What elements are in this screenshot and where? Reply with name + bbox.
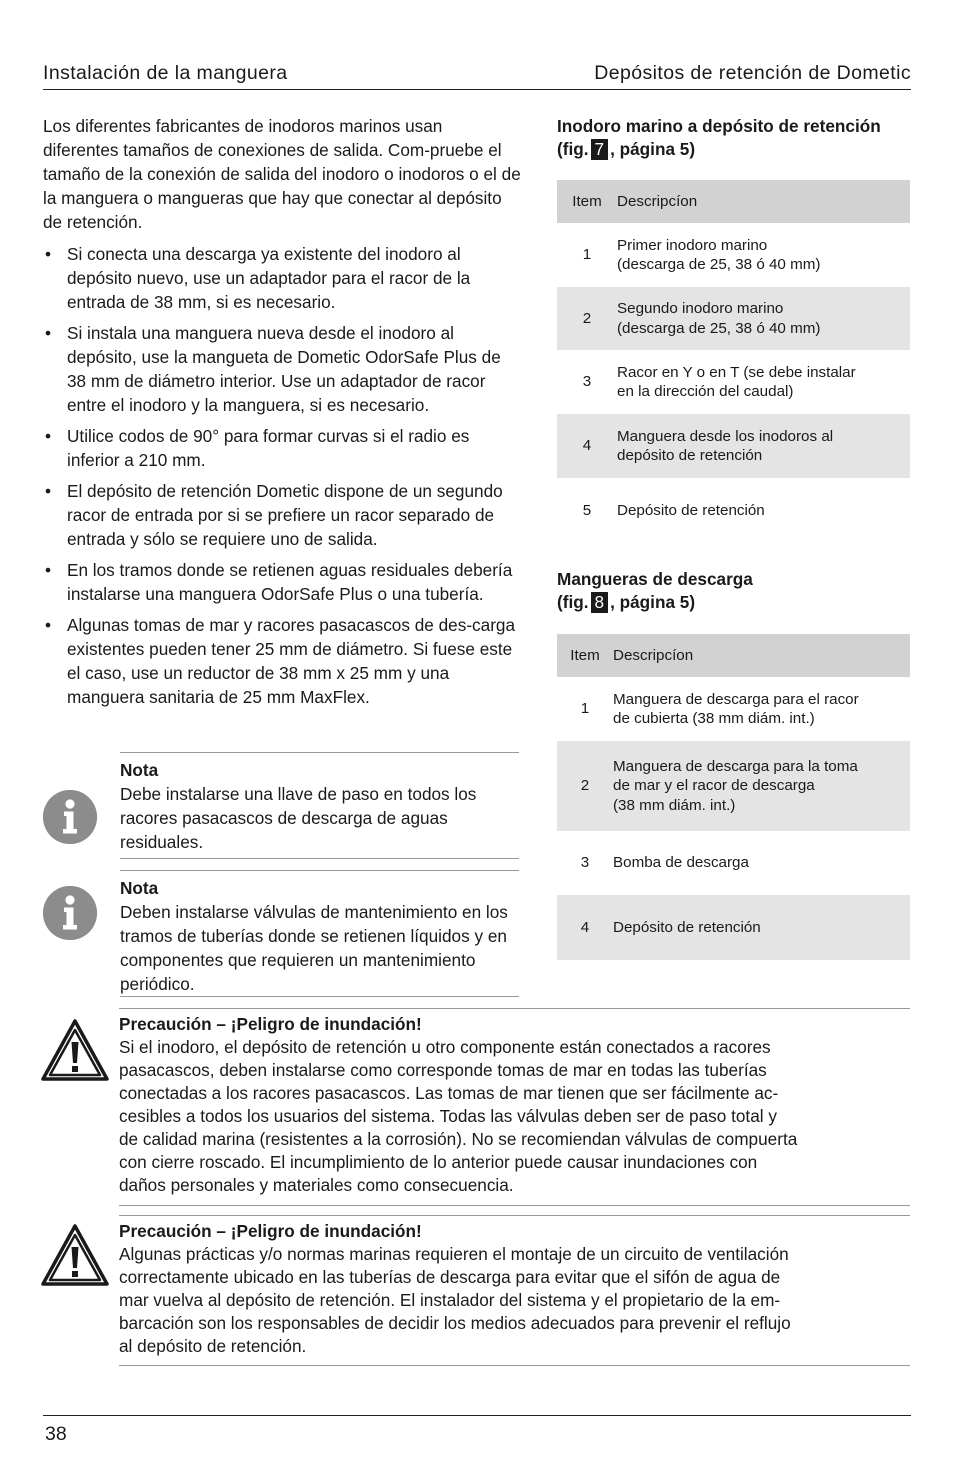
bullet-item: • Si instala una manguera nueva desde el inodoro al depósito, use la mangueta de Dometic OdorSafe Plus de 38 mm de diámetro interior. Use un adaptador de racor entre el inodoro y la manguera, si es necesario. <box>43 321 521 417</box>
divider <box>119 1205 910 1206</box>
warning-box <box>40 1215 910 1367</box>
bullet-item: • En los tramos donde se retienen aguas residuales debería instalarse una manguera OdorSafe Plus o una tubería. <box>43 558 521 606</box>
divider <box>120 870 519 871</box>
page-number: 38 <box>45 1423 67 1445</box>
column-header-item: Item <box>557 180 617 223</box>
description-line: Depósito de retención <box>613 918 761 936</box>
info-icon <box>43 790 97 844</box>
note-body <box>120 758 519 854</box>
table-2-title <box>557 568 910 614</box>
warning-text-line: pasacascos, deben instalarse como corresponde tomas de mar en todas las tuberías <box>119 1060 767 1080</box>
table-row <box>557 350 910 414</box>
description-line: (38 mm diám. int.) <box>613 796 736 814</box>
table-2-title-suffix: , página 5) <box>610 592 696 612</box>
cell-description <box>613 831 910 895</box>
section-title-left: Instalación de la manguera <box>43 62 288 84</box>
description-line: Manguera de descarga para la toma <box>613 757 858 775</box>
table-header-row <box>557 180 910 223</box>
cell-item: 2 <box>557 741 613 831</box>
description-line: de mar y el racor de descarga <box>613 777 815 795</box>
cell-description <box>617 223 910 287</box>
table-row <box>557 223 910 287</box>
table-row <box>557 677 910 741</box>
table-row <box>557 287 910 350</box>
table-row <box>557 831 910 895</box>
description-line: (descarga de 25, 38 ó 40 mm) <box>617 256 821 273</box>
cell-item: 4 <box>557 414 617 478</box>
bullet-item: • El depósito de retención Dometic dispone de un segundo racor de entrada por si se prefiere un racor separado de entrada y sólo se requiere uno de salida. <box>43 479 521 551</box>
table-row <box>557 741 910 831</box>
table-2-title-line: Mangueras de descarga <box>557 569 753 589</box>
warning-text-line: daños personales y materiales como consecuencia. <box>119 1175 514 1195</box>
table-row <box>557 478 910 544</box>
bullet-item: • Algunas tomas de mar y racores pasacascos de des-carga existentes pueden tener 25 mm de diámetro. Si fuese este el caso, use un reductor de 38 mm x 25 mm y una manguera sanitaria de 25 mm MaxFlex. <box>43 613 521 709</box>
warning-title: Precaución – ¡Peligro de inundación! <box>119 1221 422 1241</box>
intro-paragraph: Los diferentes fabricantes de inodoros marinos usan diferentes tamaños de conexiones de salida. Com-pruebe el tamaño de la conexión de salida del inodoro o inodoros o el de la manguera o mangueras que hay que conectar al depósito de retención. <box>43 116 521 232</box>
warning-box <box>40 1008 910 1208</box>
column-header-description: Descripcíon <box>617 180 910 223</box>
divider <box>119 1215 910 1216</box>
note-body <box>120 876 519 996</box>
table-1 <box>557 180 910 544</box>
divider <box>120 996 519 997</box>
warning-body <box>119 1013 910 1197</box>
description-line: (descarga de 25, 38 ó 40 mm) <box>617 319 821 337</box>
warning-text-line: con cierre roscado. El incumplimiento de lo anterior puede causar inundaciones con <box>119 1152 758 1172</box>
page-footer <box>43 1415 911 1445</box>
description-line: Depósito de retención <box>617 502 765 520</box>
table-2-title-line <box>557 591 910 614</box>
cell-description <box>613 895 910 960</box>
left-column <box>43 114 521 716</box>
description-line: Racor en Y o en T (se debe instalar <box>617 363 856 381</box>
note-box <box>43 752 519 860</box>
cell-description <box>613 677 910 741</box>
warning-triangle-icon <box>40 1018 110 1082</box>
note-text: Debe instalarse una llave de paso en todos los racores pasacascos de descarga de aguas residuales. <box>120 784 477 852</box>
table-row <box>557 895 910 960</box>
cell-item: 1 <box>582 246 592 264</box>
warning-text-line: Si el inodoro, el depósito de retención u otro componente están conectados a racores <box>119 1037 771 1057</box>
warning-text-line: correctamente ubicado en las tuberías de descarga para evitar que el sifón de agua de <box>119 1267 781 1287</box>
warning-text-line: conectadas a los racores pasacascos. Las tomas de mar tienen que ser fácilmente ac- <box>119 1083 779 1103</box>
warning-body <box>119 1220 910 1358</box>
cell-description <box>617 478 910 544</box>
bullet-list <box>43 242 521 709</box>
note-title: Nota <box>120 760 159 780</box>
divider <box>120 858 519 859</box>
divider <box>119 1365 910 1366</box>
cell-description <box>617 414 910 478</box>
warning-text-line: cesibles a todos los usuarios del sistema. Todas las válvulas deben ser de paso total y <box>119 1106 777 1126</box>
figure-ref: 7 <box>591 139 609 160</box>
page-header <box>43 60 911 90</box>
bullet-item: • Si conecta una descarga ya existente del inodoro al depósito nuevo, use un adaptador para el racor de la entrada de 38 mm, si es necesario. <box>43 242 521 314</box>
warning-text-line: Algunas prácticas y/o normas marinas requieren el montaje de un circuito de ventilación <box>119 1244 789 1264</box>
description-line: Segundo inodoro marino <box>617 300 784 317</box>
note-text: Deben instalarse válvulas de mantenimiento en los tramos de tuberías donde se retienen líquidos y en componentes que requieren un mantenimiento periódico. <box>120 902 508 994</box>
note-title: Nota <box>120 878 159 898</box>
table-section-1 <box>557 115 910 161</box>
description-line: en la dirección del caudal) <box>617 383 794 400</box>
description-line: Primer inodoro marino <box>617 236 768 254</box>
warning-triangle-icon <box>40 1223 110 1287</box>
table-1-title-suffix: , página 5) <box>610 139 696 159</box>
description-line: Bomba de descarga <box>613 854 749 872</box>
cell-item: 3 <box>582 373 592 391</box>
cell-item: 4 <box>557 895 613 960</box>
table-header-row <box>557 634 910 677</box>
info-icon <box>43 886 97 940</box>
figure-ref: 8 <box>591 592 609 613</box>
table-2-title-text: (fig. <box>557 592 589 612</box>
cell-description <box>617 287 910 350</box>
column-header-description: Descripcíon <box>613 634 910 677</box>
description-line: depósito de retención <box>617 447 763 464</box>
divider <box>120 752 519 753</box>
table-1-title <box>557 115 910 161</box>
divider <box>119 1008 910 1009</box>
table-1-title-text: Inodoro marino a depósito de retención (fig. <box>557 116 881 159</box>
warning-text-line: al depósito de retención. <box>119 1336 307 1356</box>
table-row <box>557 414 910 478</box>
cell-item: 2 <box>557 287 617 350</box>
warning-text-line: barcación son los responsables de decidir los medios adecuados para prevenir el reflujo <box>119 1313 791 1333</box>
description-line: Manguera desde los inodoros al <box>617 427 834 445</box>
warning-title: Precaución – ¡Peligro de inundación! <box>119 1014 422 1034</box>
description-line: de cubierta (38 mm diám. int.) <box>613 710 815 727</box>
warning-text-line: mar vuelva al depósito de retención. El instalador del sistema y el propietario de la em- <box>119 1290 781 1310</box>
cell-description <box>613 741 910 831</box>
cell-item: 3 <box>580 854 590 872</box>
table-section-2 <box>557 568 910 614</box>
column-header-item: Item <box>557 634 613 677</box>
warning-text-line: de calidad marina (resistentes a la corrosión). No se recomiendan válvulas de compuerta <box>119 1129 798 1149</box>
cell-description <box>617 350 910 414</box>
description-line: Manguera de descarga para el racor <box>613 690 859 708</box>
cell-item: 5 <box>582 502 592 520</box>
note-box <box>43 870 519 998</box>
bullet-item: • Utilice codos de 90° para formar curvas si el radio es inferior a 210 mm. <box>43 424 521 472</box>
table-2 <box>557 634 910 960</box>
cell-item: 1 <box>580 700 590 718</box>
section-title-right: Depósitos de retención de Dometic <box>594 62 911 84</box>
